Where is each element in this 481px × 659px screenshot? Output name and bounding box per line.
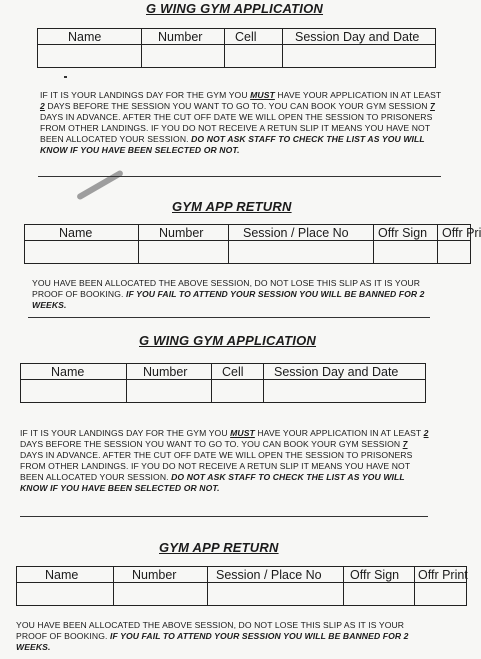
session-place-field[interactable]	[229, 241, 374, 264]
name-field[interactable]	[38, 45, 142, 68]
number-field[interactable]	[139, 241, 229, 264]
application-notice: IF IT IS YOUR LANDINGS DAY FOR THE GYM YOU MUST HAVE YOUR APPLICATION IN AT LEAST 2 DAYS BEFORE THE SESSION YOU WANT TO GO TO. YOU CAN BOOK YOUR GYM SESSION 7 DAYS IN ADVANCE. AFTER THE CUT OFF DATE WE WILL OPEN THE SESSION TO PRISONERS FROM OTHER LANDINGS. IF YOU DO NOT RECEIVE A RETUN SLIP IT MEANS YOU HAVE NOT BEEN ALLOCATED YOUR SESSION. DO NOT ASK STAFF TO CHECK THE LIST AS YOU WILL KNOW IF YOU HAVE BEEN SELECTED OR NOT.	[40, 90, 442, 155]
column-offr-print: Offr Print	[415, 567, 467, 583]
cut-line	[28, 317, 430, 318]
column-offr-sign: Offr Sign	[374, 225, 438, 241]
return-title: GYM APP RETURN	[172, 199, 292, 214]
return-notice: YOU HAVE BEEN ALLOCATED THE ABOVE SESSION, DO NOT LOSE THIS SLIP AS IT IS YOUR PROOF OF BOOKING. IF YOU FAIL TO ATTEND YOUR SESSION YOU WILL BE BANNED FOR 2 WEEKS.	[32, 278, 425, 310]
column-number: Number	[142, 29, 225, 45]
print-speck	[64, 76, 67, 78]
column-name: Name	[38, 29, 142, 45]
cell-field[interactable]	[212, 380, 264, 403]
application-notice: IF IT IS YOUR LANDINGS DAY FOR THE GYM YOU MUST HAVE YOUR APPLICATION IN AT LEAST 2 DAYS BEFORE THE SESSION YOU WANT TO GO TO. YOU CAN BOOK YOUR GYM SESSION 7 DAYS IN ADVANCE. AFTER THE CUT OFF DATE WE WILL OPEN THE SESSION TO PRISONERS FROM OTHER LANDINGS. IF YOU DO NOT RECEIVE A RETUN SLIP IT MEANS YOU HAVE NOT BEEN ALLOCATED YOUR SESSION. DO NOT ASK STAFF TO CHECK THE LIST AS YOU WILL KNOW IF YOU HAVE BEEN SELECTED OR NOT.	[20, 428, 429, 493]
column-number: Number	[114, 567, 208, 583]
application-form-table	[37, 28, 436, 68]
cell-field[interactable]	[225, 45, 283, 68]
application-title: G WING GYM APPLICATION	[139, 333, 317, 348]
column-session-place: Session / Place No	[208, 567, 344, 583]
column-name: Name	[17, 567, 114, 583]
column-cell: Cell	[225, 29, 283, 45]
session-day-date-field[interactable]	[264, 380, 426, 403]
number-field[interactable]	[142, 45, 225, 68]
column-session-day-date: Session Day and Date	[264, 364, 426, 380]
offr-sign-field[interactable]	[374, 241, 438, 264]
application-form-table	[20, 363, 426, 403]
column-cell: Cell	[212, 364, 264, 380]
return-notice: YOU HAVE BEEN ALLOCATED THE ABOVE SESSION, DO NOT LOSE THIS SLIP AS IT IS YOUR PROOF OF BOOKING. IF YOU FAIL TO ATTEND YOUR SESSION YOU WILL BE BANNED FOR 2 WEEKS.	[16, 620, 409, 652]
print-smudge	[76, 169, 124, 200]
session-day-date-field[interactable]	[283, 45, 436, 68]
name-field[interactable]	[25, 241, 139, 264]
name-field[interactable]	[17, 583, 114, 606]
session-place-field[interactable]	[208, 583, 344, 606]
offr-print-field[interactable]	[415, 583, 467, 606]
offr-sign-field[interactable]	[344, 583, 415, 606]
column-session-day-date: Session Day and Date	[283, 29, 436, 45]
column-number: Number	[139, 225, 229, 241]
offr-print-field[interactable]	[438, 241, 471, 264]
cut-line	[20, 516, 428, 517]
number-field[interactable]	[127, 380, 212, 403]
column-offr-print: Offr Pri	[438, 225, 471, 241]
return-form-table	[24, 224, 481, 264]
column-offr-sign: Offr Sign	[344, 567, 415, 583]
column-session-place: Session / Place No	[229, 225, 374, 241]
column-name: Name	[21, 364, 127, 380]
name-field[interactable]	[21, 380, 127, 403]
return-form-table	[16, 566, 467, 606]
column-name: Name	[25, 225, 139, 241]
application-title: G WING GYM APPLICATION	[146, 1, 324, 16]
cut-line	[38, 176, 441, 177]
return-title: GYM APP RETURN	[159, 540, 279, 555]
column-number: Number	[127, 364, 212, 380]
number-field[interactable]	[114, 583, 208, 606]
